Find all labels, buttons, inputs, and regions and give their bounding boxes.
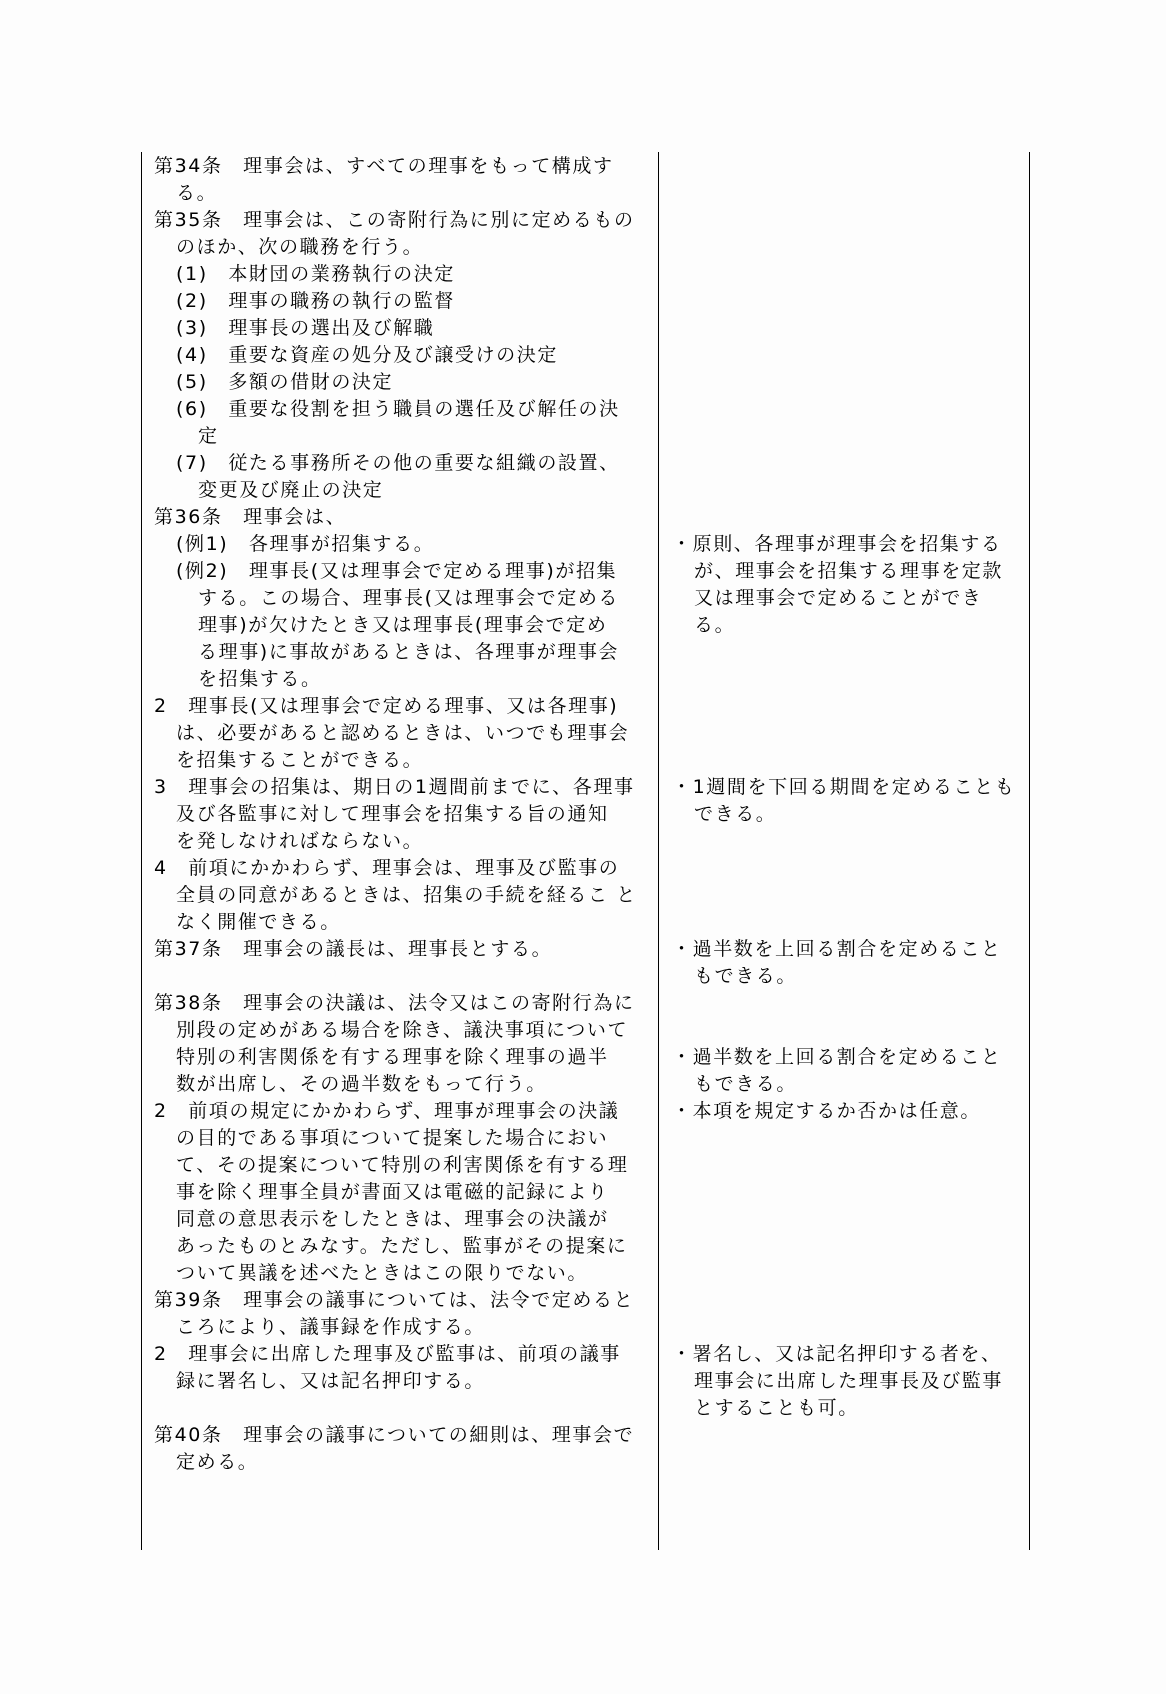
- article-text-line: 定める。: [176, 1451, 259, 1473]
- article-text-line: は、必要があると認めるときは、いつでも理事会: [176, 722, 630, 744]
- table-border-middle: [658, 152, 659, 1550]
- article-text-line: て、その提案について特別の利害関係を有する理: [176, 1154, 629, 1176]
- note-text-line: できる。: [694, 803, 777, 825]
- article-text-line: 定: [198, 425, 219, 447]
- article-text-line: 別段の定めがある場合を除き、議決事項について: [176, 1019, 629, 1041]
- article-text-line: 第37条 理事会の議長は、理事長とする。: [154, 938, 553, 960]
- article-text-line: する。この場合、理事長(又は理事会で定める: [198, 587, 620, 609]
- article-text-line: 理事)が欠けたとき又は理事長(理事会で定め: [198, 614, 608, 636]
- note-text-line: ・過半数を上回る割合を定めること: [672, 1046, 1002, 1068]
- article-text-line: 2 前項の規定にかかわらず、理事が理事会の決議: [154, 1100, 620, 1122]
- article-text-line: を招集することができる。: [176, 749, 424, 771]
- note-text-line: 又は理事会で定めることができ: [694, 587, 983, 609]
- article-text-line: ころにより、議事録を作成する。: [176, 1316, 486, 1338]
- article-text-line: 及び各監事に対して理事会を招集する旨の通知: [176, 803, 609, 825]
- article-text-line: (5) 多額の借財の決定: [176, 371, 394, 393]
- article-text-line: 全員の同意があるときは、招集の手続を経るこ と: [176, 884, 637, 906]
- article-text-line: の目的である事項について提案した場合におい: [176, 1127, 609, 1149]
- article-text-line: (例1) 各理事が招集する。: [176, 533, 435, 555]
- article-text-line: 第40条 理事会の議事についての細則は、理事会で: [154, 1424, 635, 1446]
- article-text-line: (4) 重要な資産の処分及び譲受けの決定: [176, 344, 558, 366]
- article-text-line: ついて異議を述べたときはこの限りでない。: [176, 1262, 589, 1284]
- note-text-line: が、理事会を招集する理事を定款: [694, 560, 1004, 582]
- article-text-line: 4 前項にかかわらず、理事会は、理事及び監事の: [154, 857, 620, 879]
- article-text-line: る。: [176, 182, 218, 204]
- article-text-line: 数が出席し、その過半数をもって行う。: [176, 1073, 547, 1095]
- article-text-line: る理事)に事故があるときは、各理事が理事会: [198, 641, 620, 663]
- article-text-line: (3) 理事長の選出及び解職: [176, 317, 435, 339]
- article-text-line: 3 理事会の招集は、期日の1週間前までに、各理事: [154, 776, 635, 798]
- article-text-line: 第36条 理事会は、: [154, 506, 347, 528]
- article-text-line: (6) 重要な役割を担う職員の選任及び解任の決: [176, 398, 620, 420]
- note-text-line: もできる。: [694, 1073, 798, 1095]
- article-text-line: (7) 従たる事務所その他の重要な組織の設置、: [176, 452, 620, 474]
- article-text-line: 第35条 理事会は、この寄附行為に別に定めるもの: [154, 209, 635, 231]
- article-text-line: 同意の意思表示をしたときは、理事会の決議が: [176, 1208, 609, 1230]
- note-text-line: もできる。: [694, 965, 798, 987]
- article-text-line: 変更及び廃止の決定: [198, 479, 384, 501]
- note-text-line: ・過半数を上回る割合を定めること: [672, 938, 1002, 960]
- article-text-line: なく開催できる。: [176, 911, 341, 933]
- table-border-left: [141, 152, 142, 1550]
- note-text-line: ・署名し、又は記名押印する者を、: [672, 1343, 1002, 1365]
- article-text-line: あったものとみなす。ただし、監事がその提案に: [176, 1235, 628, 1257]
- table-border-right: [1029, 152, 1030, 1550]
- article-text-line: (1) 本財団の業務執行の決定: [176, 263, 455, 285]
- article-text-line: を発しなければならない。: [176, 830, 424, 852]
- article-text-line: 録に署名し、又は記名押印する。: [176, 1370, 486, 1392]
- note-text-line: 理事会に出席した理事長及び監事: [694, 1370, 1004, 1392]
- article-text-line: 2 理事長(又は理事会で定める理事、又は各理事): [154, 695, 619, 717]
- article-text-line: 第39条 理事会の議事については、法令で定めると: [154, 1289, 635, 1311]
- note-text-line: ・1週間を下回る期間を定めることも: [672, 776, 1016, 798]
- article-text-line: 2 理事会に出席した理事及び監事は、前項の議事: [154, 1343, 621, 1365]
- note-text-line: とすることも可。: [694, 1397, 859, 1419]
- note-text-line: ・本項を規定するか否かは任意。: [672, 1100, 982, 1122]
- article-text-line: 第38条 理事会の決議は、法令又はこの寄附行為に: [154, 992, 635, 1014]
- article-text-line: 第34条 理事会は、すべての理事をもって構成す: [154, 155, 614, 177]
- note-text-line: ・原則、各理事が理事会を招集する: [672, 533, 1002, 555]
- article-text-line: のほか、次の職務を行う。: [176, 236, 424, 258]
- article-text-line: 事を除く理事全員が書面又は電磁的記録により: [176, 1181, 609, 1203]
- article-text-line: (例2) 理事長(又は理事会で定める理事)が招集: [176, 560, 618, 582]
- article-text-line: 特別の利害関係を有する理事を除く理事の過半: [176, 1046, 609, 1068]
- article-text-line: を招集する。: [198, 668, 322, 690]
- note-text-line: る。: [694, 614, 736, 636]
- article-text-line: (2) 理事の職務の執行の監督: [176, 290, 455, 312]
